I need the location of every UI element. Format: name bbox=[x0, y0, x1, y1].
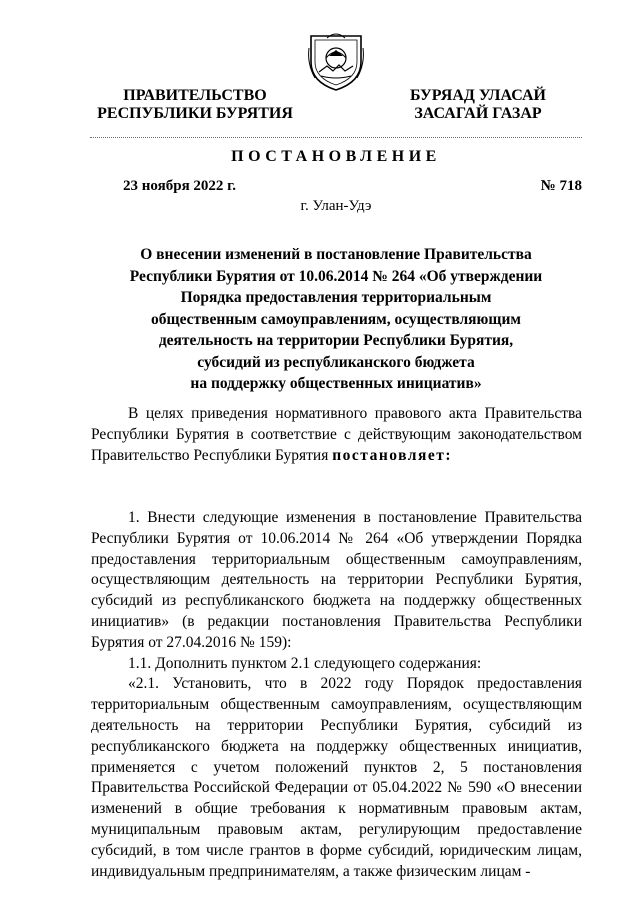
subject-line: субсидий из республиканского бюджета bbox=[197, 353, 475, 371]
subject-line: О внесении изменений в постановление Правительства bbox=[140, 246, 532, 263]
issuer-name-russian bbox=[90, 87, 300, 123]
item-2-1-paragraph: «2.1. Установить, что в 2022 году Порядок предоставления территориальным общественным самоуправлениям, осуществляющим деятельность на территории Республики Бурятия, субсидий из республиканского бюджета на поддержку общественных инициатив, применяется с учетом положений пунктов 2, 5 постановления Правительства Российской Федерации от 05.04.2022 № 590 «О внесении изменений в общие требования к нормативным правовым актам, муниципальным правовым актам, регулирующим предоставление субсидий, в том числе грантов в форме субсидий, юридическим лицам, индивидуальным предпринимателям, а также физическим лицам - bbox=[91, 675, 582, 880]
document-city: г. Улан-Удэ bbox=[300, 198, 372, 214]
document-type-title: ПОСТАНОВЛЕНИЕ bbox=[231, 148, 441, 165]
issuer-name-buryat bbox=[378, 87, 578, 123]
preamble-text: В целях приведения нормативного правового акта Правительства Республики Бурятия в соответствие с действующим законодательством Правительство Республики Бурятия bbox=[91, 405, 582, 464]
document-number: № 718 bbox=[540, 178, 582, 194]
subject-line: общественным самоуправлениям, осуществляющим bbox=[151, 310, 521, 328]
issuer-name-buryat-line2: ЗАСАГАЙ ГАЗАР bbox=[414, 105, 542, 122]
subject-line: Республики Бурятия от 10.06.2014 № 264 «Об утверждении bbox=[129, 267, 543, 285]
subject-line: деятельность на территории Республики Бурятия, bbox=[158, 332, 514, 349]
issuer-name-russian-line2: РЕСПУБЛИКИ БУРЯТИЯ bbox=[97, 105, 293, 122]
subject-line: Порядка предоставления территориальным bbox=[180, 289, 492, 306]
coat-of-arms-icon bbox=[305, 28, 367, 92]
header-divider bbox=[90, 137, 582, 138]
issuer-name-russian-line1: ПРАВИТЕЛЬСТВО bbox=[123, 87, 267, 104]
preamble-paragraph bbox=[91, 404, 582, 466]
document-body bbox=[91, 404, 582, 882]
document-date: 23 ноября 2022 г. bbox=[123, 178, 237, 194]
preamble-keyword: постановляет: bbox=[332, 446, 453, 464]
item-1-1-paragraph: 1.1. Дополнить пунктом 2.1 следующего содержания: bbox=[128, 654, 482, 672]
issuer-name-buryat-line1: БУРЯАД УЛАСАЙ bbox=[410, 87, 546, 104]
subject-line: на поддержку общественных инициатив» bbox=[190, 375, 482, 392]
item-1-paragraph: 1. Внести следующие изменения в постановление Правительства Республики Бурятия от 10.06.2014 № 264 «Об утверждении Порядка предоставления территориальным общественным самоуправлениям, осуществляющим деятельность на территории Республики Бурятия, субсидий из республиканского бюджета на поддержку общественных инициатив» (в редакции постановления Правительства Республики Бурятия от 27.04.2016 № 159): bbox=[91, 508, 582, 651]
document-subject bbox=[110, 244, 562, 395]
